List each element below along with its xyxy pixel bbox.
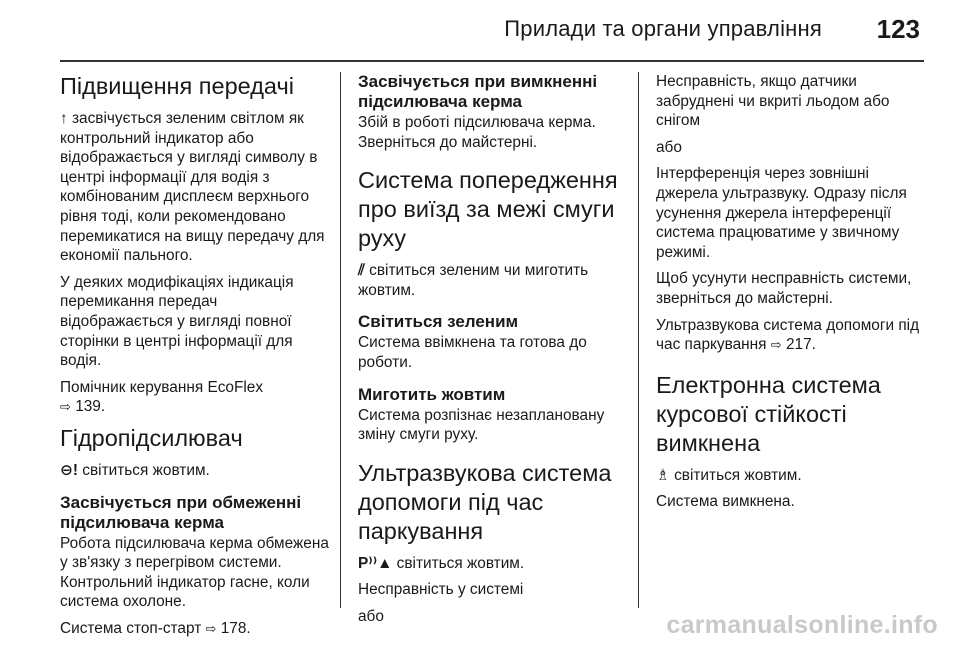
esc-off-icon: ♗ [656,466,670,484]
parking-assist-icon: P⁾⁾▲ [358,554,393,572]
paragraph: або [656,138,682,156]
cross-reference[interactable]: Ультразвукова система допомоги під час паркування ⇨ 217. [656,316,920,354]
power-steering-icon: ⊖! [60,461,79,479]
paragraph: Щоб усунути несправність системи, зверніться до майстерні. [656,270,912,307]
section-heading-upshift: Підвищення передачі [60,73,294,99]
paragraph: ↑ засвічується зеленим світлом як контрольний індикатор або відображається у вигляді символу в центрі інформації для водія з комбінованим дисплеєм верхнього рівня тоді, коли рекомендовано перемикатися на вищу передачу для економії пального. [60,110,325,265]
paragraph: P⁾⁾▲ світиться жовтим. [358,554,525,572]
subheading: Засвічується при вимкненні підсилювача керма [358,72,598,111]
section-heading-lane-departure: Система попередження про виїзд за межі смуги руху [358,167,618,252]
column-1 [60,72,332,645]
lane-departure-icon: ⫽ [358,262,365,280]
paragraph: Несправність у системі [358,581,524,599]
reference-arrow-icon: ⇨ [60,399,71,415]
section-heading-parking-assist: Ультразвукова система допомоги під час паркування [358,459,612,544]
paragraph: Несправність, якщо датчики забруднені чи вкриті льодом або снігом [656,73,890,130]
column-divider-1 [340,72,341,608]
paragraph: або [358,607,384,625]
paragraph: Робота підсилювача керма обмежена у зв'язку з перегрівом системи. Контрольний індикатор гасне, коли система охолоне. [60,534,329,611]
page-number: 123 [876,14,920,44]
cross-reference[interactable]: Система стоп-старт ⇨ 178. [60,619,251,637]
paragraph: Система розпізнає незаплановану зміну смуги руху. [358,406,605,444]
column-divider-2 [638,72,639,608]
reference-arrow-icon: ⇨ [205,620,217,636]
watermark: carmanualsonline.info [666,611,938,639]
paragraph: Система вимкнена. [656,493,795,511]
section-heading-esc-off: Електронна система курсової стійкості вимкнена [656,371,881,456]
paragraph: ⫽ світиться зеленим чи миготить жовтим. [358,262,589,299]
column-2 [358,72,630,634]
paragraph: ♗ світиться жовтим. [656,466,802,484]
upshift-icon: ↑ [60,110,68,127]
subheading: Засвічується при обмеженні підсилювача керма [60,492,302,532]
page-header-title: Прилади та органи управління [504,16,822,41]
paragraph: Система ввімкнена та готова до роботи. [358,334,587,371]
section-heading-power-steering: Гідропідсилювач [60,424,243,451]
subheading: Світиться зеленим [358,312,519,332]
paragraph: Інтерференція через зовнішні джерела ультразвуку. Одразу після усунення джерела інтерференції система працюватиме у звичному режимі. [656,165,907,261]
paragraph: Збій в роботі підсилювача керма. Зверніться до майстерні. [358,114,596,151]
reference-arrow-icon: ⇨ [770,337,782,353]
column-3 [656,72,928,519]
subheading: Миготить жовтим [358,384,506,404]
header-divider [60,60,924,62]
paragraph: У деяких модифікаціях індикація перемикання передач відображається у вигляді повної сторінки в центрі інформації для водія. [60,273,294,370]
paragraph: ⊖! світиться жовтим. [60,461,210,479]
cross-reference[interactable]: Помічник керування EcoFlex ⇨ 139. [60,378,264,416]
